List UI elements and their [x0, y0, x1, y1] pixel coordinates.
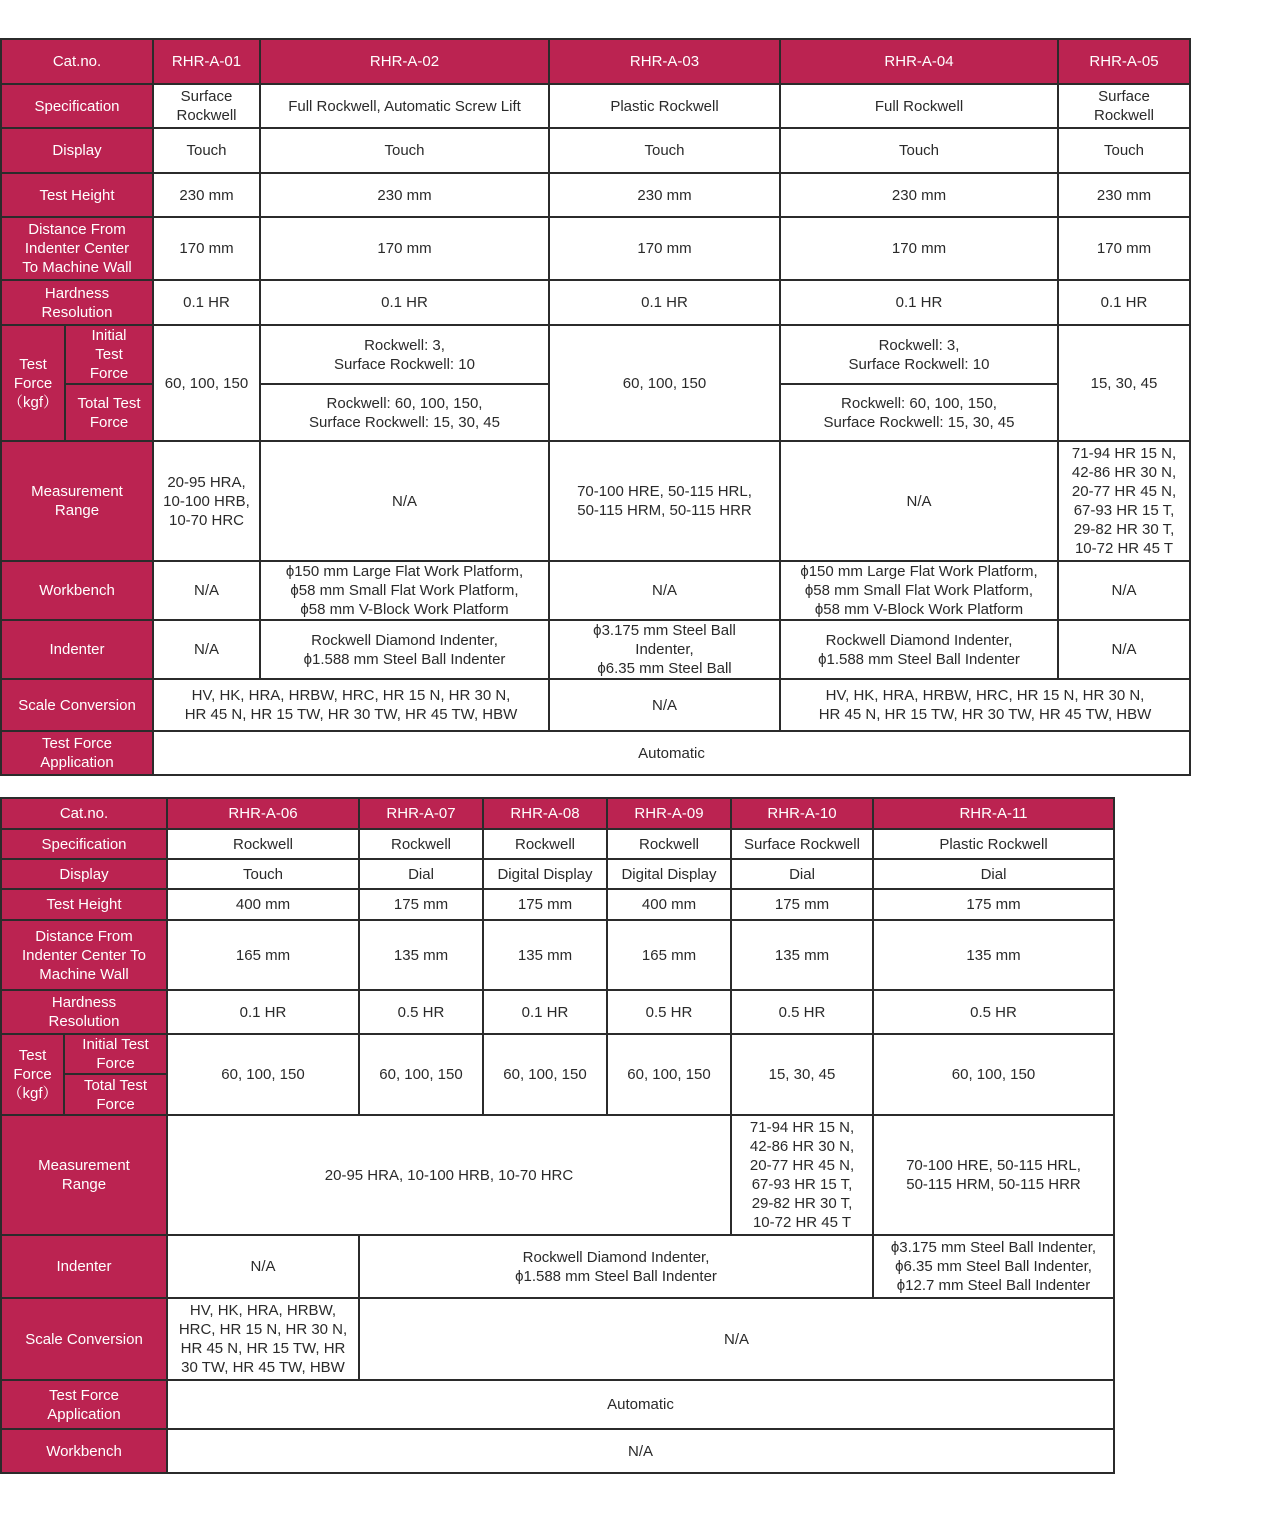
model-header: RHR-A-11 [873, 798, 1114, 829]
row-label-measurement-range: Measurement Range [1, 441, 153, 561]
table-cell: Rockwell: 60, 100, 150, Surface Rockwell: 15, 30, 45 [260, 384, 549, 441]
table-cell: Rockwell Diamond Indenter, ϕ1.588 mm Steel Ball Indenter [359, 1235, 873, 1298]
table-cell: 175 mm [483, 889, 607, 920]
table-cell: Surface Rockwell [731, 829, 873, 859]
table-cell: 175 mm [731, 889, 873, 920]
table-cell: Rockwell [359, 829, 483, 859]
header-row [1, 39, 1190, 84]
table-cell: 0.5 HR [359, 990, 483, 1034]
table-cell: Full Rockwell [780, 84, 1058, 128]
table-cell: 230 mm [260, 173, 549, 217]
cat-no-header: Cat.no. [1, 798, 167, 829]
model-header: RHR-A-09 [607, 798, 731, 829]
table-cell: ϕ3.175 mm Steel Ball Indenter, ϕ6.35 mm Steel Ball Indenter, ϕ12.7 mm Steel Ball Indenter [873, 1235, 1114, 1298]
table-cell: 0.1 HR [260, 280, 549, 325]
table-cell: Touch [153, 128, 260, 173]
table-cell: HV, HK, HRA, HRBW, HRC, HR 15 N, HR 30 N, HR 45 N, HR 15 TW, HR 30 TW, HR 45 TW, HBW [167, 1298, 359, 1380]
table-cell: HV, HK, HRA, HRBW, HRC, HR 15 N, HR 30 N, HR 45 N, HR 15 TW, HR 30 TW, HR 45 TW, HBW [153, 679, 549, 731]
table-cell: Rockwell [483, 829, 607, 859]
measurement-range-row [1, 441, 1190, 561]
model-header: RHR-A-03 [549, 39, 780, 84]
table-cell: Touch [780, 128, 1058, 173]
table-cell: 170 mm [780, 217, 1058, 280]
table-cell: 70-100 HRE, 50-115 HRL, 50-115 HRM, 50-115 HRR [873, 1115, 1114, 1235]
table-cell: 15, 30, 45 [1058, 325, 1190, 441]
table-cell: 0.5 HR [873, 990, 1114, 1034]
table-cell: 60, 100, 150 [483, 1034, 607, 1115]
table-cell: Touch [260, 128, 549, 173]
row-label-display: Display [1, 128, 153, 173]
header-row [1, 798, 1114, 829]
spec-table-1 [0, 38, 1191, 776]
row-label-specification: Specification [1, 84, 153, 128]
row-label-indenter: Indenter [1, 1235, 167, 1298]
table-cell: Dial [731, 859, 873, 889]
test-height-row [1, 173, 1190, 217]
row-label-indenter: Indenter [1, 620, 153, 679]
row-label-scale-conversion: Scale Conversion [1, 1298, 167, 1380]
test-height-row [1, 889, 1114, 920]
table-cell: N/A [153, 620, 260, 679]
specification-row [1, 84, 1190, 128]
table-cell: Plastic Rockwell [873, 829, 1114, 859]
table-cell: 135 mm [731, 920, 873, 990]
table-cell: 135 mm [483, 920, 607, 990]
row-label-scale-conversion: Scale Conversion [1, 679, 153, 731]
model-header: RHR-A-02 [260, 39, 549, 84]
table-cell: N/A [167, 1429, 1114, 1473]
table-cell: N/A [359, 1298, 1114, 1380]
model-header: RHR-A-10 [731, 798, 873, 829]
display-row [1, 859, 1114, 889]
table-cell: Plastic Rockwell [549, 84, 780, 128]
row-label-test-height: Test Height [1, 173, 153, 217]
table-cell: N/A [780, 441, 1058, 561]
row-label-initial-test-force: Initial Test Force [65, 325, 153, 384]
table-cell: Surface Rockwell [153, 84, 260, 128]
indenter-row [1, 1235, 1114, 1298]
table-cell: Digital Display [483, 859, 607, 889]
table-cell: ϕ3.175 mm Steel Ball Indenter, ϕ6.35 mm Steel Ball [549, 620, 780, 679]
table-cell: 135 mm [873, 920, 1114, 990]
indenter-row [1, 620, 1190, 679]
table-cell: 60, 100, 150 [873, 1034, 1114, 1115]
test-force-application-row [1, 731, 1190, 775]
table-cell: 20-95 HRA, 10-100 HRB, 10-70 HRC [153, 441, 260, 561]
table-cell: Touch [549, 128, 780, 173]
table-cell: Dial [359, 859, 483, 889]
table-cell: 165 mm [167, 920, 359, 990]
model-header: RHR-A-01 [153, 39, 260, 84]
table-cell: 70-100 HRE, 50-115 HRL, 50-115 HRM, 50-115 HRR [549, 441, 780, 561]
display-row [1, 128, 1190, 173]
table-cell: Digital Display [607, 859, 731, 889]
table-cell: Rockwell: 60, 100, 150, Surface Rockwell: 15, 30, 45 [780, 384, 1058, 441]
table-cell: 60, 100, 150 [359, 1034, 483, 1115]
table-cell: N/A [549, 561, 780, 620]
row-label-hardness-resolution: Hardness Resolution [1, 990, 167, 1034]
table-cell: 230 mm [1058, 173, 1190, 217]
row-label-workbench: Workbench [1, 1429, 167, 1473]
scale-conversion-row [1, 1298, 1114, 1380]
scale-conversion-row [1, 679, 1190, 731]
table-cell: 60, 100, 150 [153, 325, 260, 441]
distance-row [1, 217, 1190, 280]
table-cell: Rockwell: 3, Surface Rockwell: 10 [780, 325, 1058, 384]
cat-no-header: Cat.no. [1, 39, 153, 84]
row-label-test-height: Test Height [1, 889, 167, 920]
table-cell: 170 mm [260, 217, 549, 280]
table-cell: Touch [1058, 128, 1190, 173]
table-cell: N/A [1058, 620, 1190, 679]
table-cell: 230 mm [153, 173, 260, 217]
model-header: RHR-A-06 [167, 798, 359, 829]
workbench-row [1, 561, 1190, 620]
table-cell: N/A [167, 1235, 359, 1298]
table-cell: ϕ150 mm Large Flat Work Platform, ϕ58 mm Small Flat Work Platform, ϕ58 mm V-Block Work Platform [260, 561, 549, 620]
spec-table-2 [0, 797, 1115, 1474]
table-cell: 0.1 HR [153, 280, 260, 325]
test-force-application-row [1, 1380, 1114, 1429]
row-label-test-force: Test Force （kgf） [1, 325, 65, 441]
table-cell: N/A [260, 441, 549, 561]
table-cell: N/A [153, 561, 260, 620]
row-label-total-test-force: Total Test Force [64, 1074, 167, 1115]
table-cell: Dial [873, 859, 1114, 889]
initial-test-force-row [1, 1034, 1114, 1074]
table-cell: Full Rockwell, Automatic Screw Lift [260, 84, 549, 128]
row-label-distance: Distance From Indenter Center To Machine Wall [1, 217, 153, 280]
table-cell: 0.5 HR [731, 990, 873, 1034]
row-label-initial-test-force: Initial Test Force [64, 1034, 167, 1074]
row-label-test-force-application: Test Force Application [1, 731, 153, 775]
table-cell: 175 mm [873, 889, 1114, 920]
table-cell: Surface Rockwell [1058, 84, 1190, 128]
table-cell: Rockwell: 3, Surface Rockwell: 10 [260, 325, 549, 384]
table-cell: 0.1 HR [780, 280, 1058, 325]
table-cell: Automatic [153, 731, 1190, 775]
hardness-resolution-row [1, 990, 1114, 1034]
table-cell: 175 mm [359, 889, 483, 920]
initial-test-force-row [1, 325, 1190, 384]
table-cell: 15, 30, 45 [731, 1034, 873, 1115]
table-cell: 0.1 HR [167, 990, 359, 1034]
table-cell: 165 mm [607, 920, 731, 990]
model-header: RHR-A-04 [780, 39, 1058, 84]
measurement-range-row [1, 1115, 1114, 1235]
table-cell: 400 mm [167, 889, 359, 920]
row-label-hardness-resolution: Hardness Resolution [1, 280, 153, 325]
table-cell: 170 mm [153, 217, 260, 280]
model-header: RHR-A-08 [483, 798, 607, 829]
row-label-distance: Distance From Indenter Center To Machine Wall [1, 920, 167, 990]
table-cell: Rockwell Diamond Indenter, ϕ1.588 mm Steel Ball Indenter [780, 620, 1058, 679]
table-cell: Rockwell [167, 829, 359, 859]
row-label-specification: Specification [1, 829, 167, 859]
table-cell: 0.1 HR [549, 280, 780, 325]
table-cell: 20-95 HRA, 10-100 HRB, 10-70 HRC [167, 1115, 731, 1235]
row-label-measurement-range: Measurement Range [1, 1115, 167, 1235]
table-cell: 170 mm [1058, 217, 1190, 280]
table-cell: 0.1 HR [483, 990, 607, 1034]
row-label-test-force-application: Test Force Application [1, 1380, 167, 1429]
table-cell: N/A [1058, 561, 1190, 620]
distance-row [1, 920, 1114, 990]
table-cell: 71-94 HR 15 N, 42-86 HR 30 N, 20-77 HR 45 N, 67-93 HR 15 T, 29-82 HR 30 T, 10-72 HR 45 T [731, 1115, 873, 1235]
table-cell: 71-94 HR 15 N, 42-86 HR 30 N, 20-77 HR 45 N, 67-93 HR 15 T, 29-82 HR 30 T, 10-72 HR 45 T [1058, 441, 1190, 561]
table-cell: 60, 100, 150 [167, 1034, 359, 1115]
table-cell: ϕ150 mm Large Flat Work Platform, ϕ58 mm Small Flat Work Platform, ϕ58 mm V-Block Work Platform [780, 561, 1058, 620]
table-cell: Rockwell [607, 829, 731, 859]
table-cell: 60, 100, 150 [549, 325, 780, 441]
table-cell: Automatic [167, 1380, 1114, 1429]
table-cell: 230 mm [549, 173, 780, 217]
row-label-display: Display [1, 859, 167, 889]
row-label-workbench: Workbench [1, 561, 153, 620]
table-cell: 400 mm [607, 889, 731, 920]
table-cell: 170 mm [549, 217, 780, 280]
table-cell: Touch [167, 859, 359, 889]
row-label-total-test-force: Total Test Force [65, 384, 153, 441]
table-cell: HV, HK, HRA, HRBW, HRC, HR 15 N, HR 30 N, HR 45 N, HR 15 TW, HR 30 TW, HR 45 TW, HBW [780, 679, 1190, 731]
model-header: RHR-A-05 [1058, 39, 1190, 84]
specification-row [1, 829, 1114, 859]
model-header: RHR-A-07 [359, 798, 483, 829]
workbench-row [1, 1429, 1114, 1473]
table-cell: 0.1 HR [1058, 280, 1190, 325]
table-cell: Rockwell Diamond Indenter, ϕ1.588 mm Steel Ball Indenter [260, 620, 549, 679]
table-cell: 60, 100, 150 [607, 1034, 731, 1115]
table-cell: 230 mm [780, 173, 1058, 217]
row-label-test-force: Test Force （kgf） [1, 1034, 64, 1115]
hardness-resolution-row [1, 280, 1190, 325]
table-cell: N/A [549, 679, 780, 731]
table-cell: 135 mm [359, 920, 483, 990]
table-cell: 0.5 HR [607, 990, 731, 1034]
